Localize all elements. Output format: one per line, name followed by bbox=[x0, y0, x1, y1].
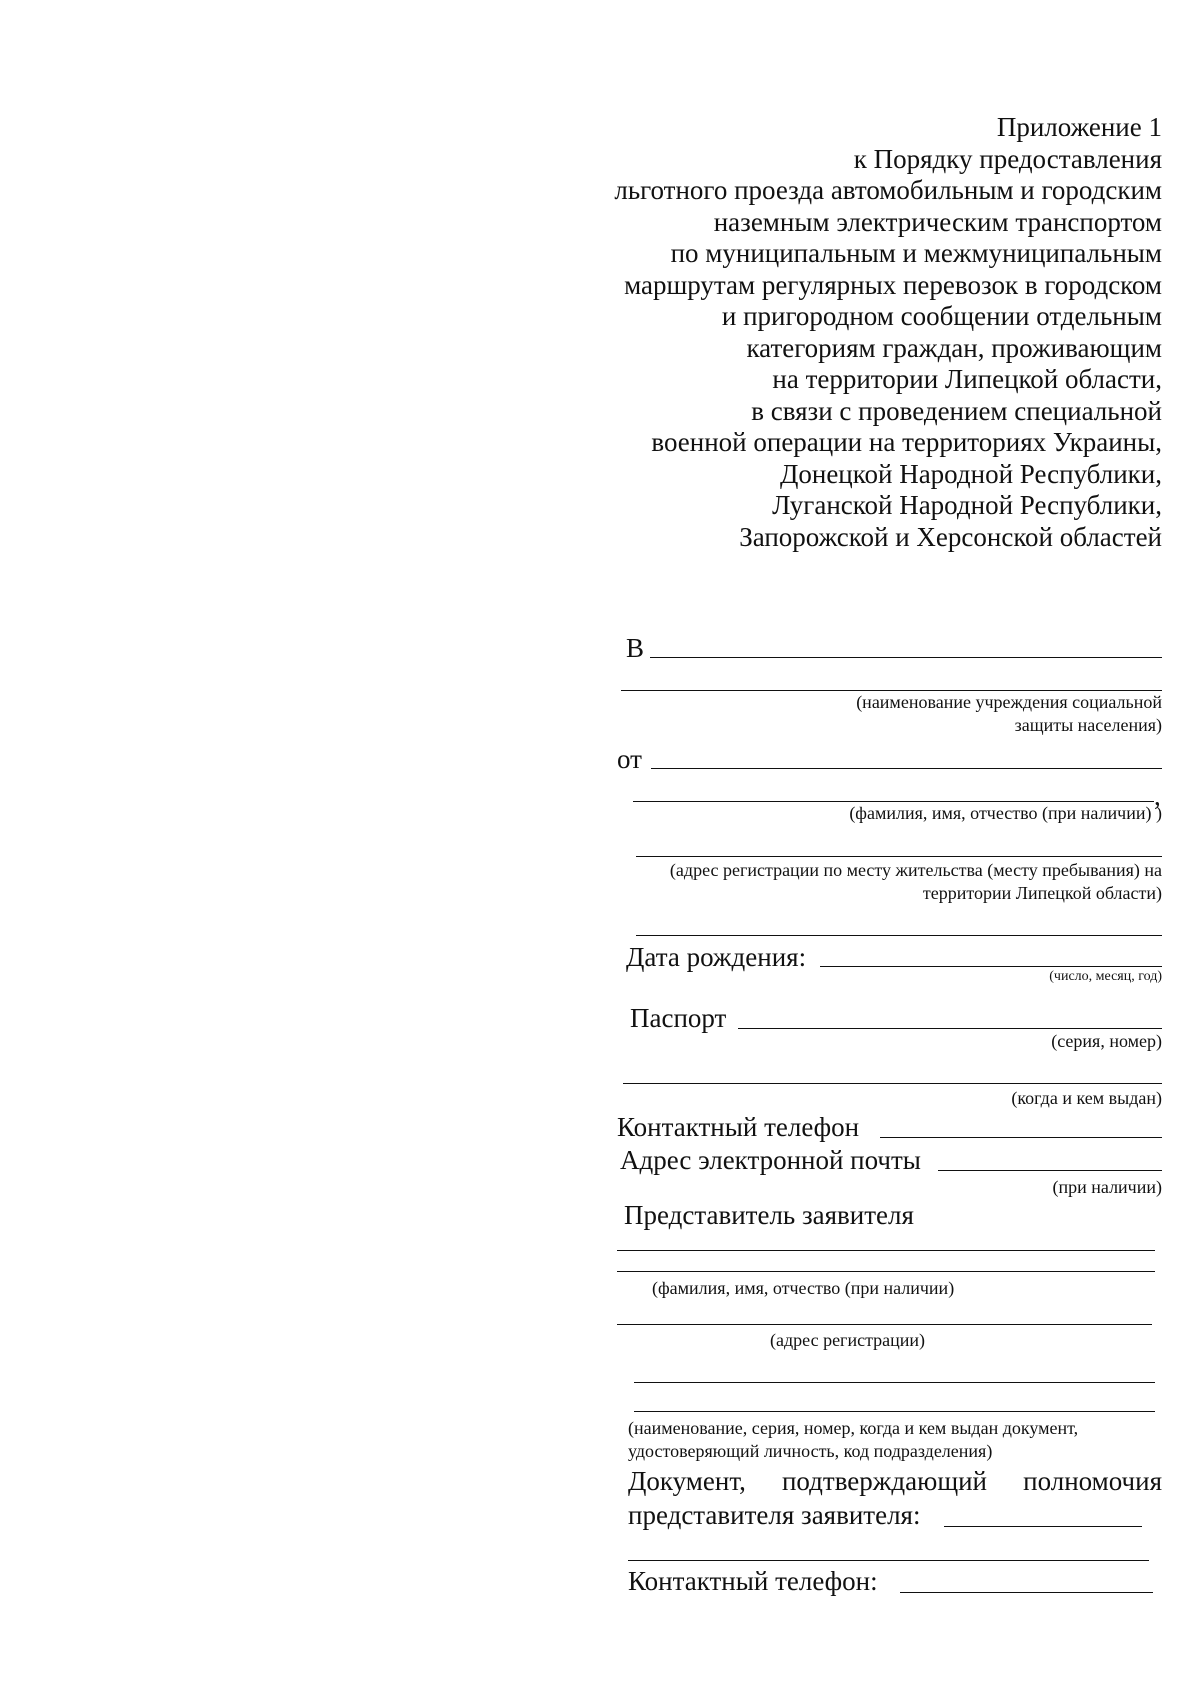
rep-address-caption: (адрес регистрации) bbox=[770, 1330, 926, 1350]
address-field-line-2[interactable] bbox=[636, 935, 1162, 936]
birth-date-caption: (число, месяц, год) bbox=[1049, 969, 1162, 984]
rep-doc-caption-2: удостоверяющий личность, код подразделения) bbox=[628, 1441, 993, 1461]
name-caption: (фамилия, имя, отчество (при наличии) ) bbox=[849, 803, 1162, 823]
rep-doc-caption-1: (наименование, серия, номер, когда и кем выдан документ, bbox=[628, 1418, 1079, 1438]
passport-caption: (серия, номер) bbox=[1051, 1031, 1162, 1051]
to-field-line-2[interactable] bbox=[621, 690, 1162, 691]
address-caption-1: (адрес регистрации по месту жительства (месту пребывания) на bbox=[669, 860, 1162, 880]
header-line: Запорожской и Херсонской областей bbox=[739, 521, 1162, 552]
rep-phone-field-line[interactable] bbox=[900, 1592, 1153, 1593]
address-field-line[interactable] bbox=[636, 856, 1162, 857]
rep-doc-line-2[interactable] bbox=[634, 1411, 1155, 1412]
passport-field-line[interactable] bbox=[738, 1028, 1162, 1029]
representative-label: Представитель заявителя bbox=[624, 1200, 914, 1230]
comma: , bbox=[1154, 781, 1161, 811]
header-line: маршрутам регулярных перевозок в городском bbox=[624, 269, 1162, 300]
header-line: наземным электрическим транспортом bbox=[713, 206, 1162, 237]
birth-date-label: Дата рождения: bbox=[626, 942, 807, 972]
rep-phone-label: Контактный телефон: bbox=[628, 1566, 878, 1596]
to-caption-1: (наименование учреждения социальной bbox=[856, 692, 1162, 712]
rep-name-caption: (фамилия, имя, отчество (при наличии) bbox=[652, 1278, 955, 1298]
header-line: и пригородном сообщении отдельным bbox=[721, 301, 1162, 331]
header-line: Приложение 1 bbox=[996, 112, 1162, 142]
header-line: Луганской Народной Республики, bbox=[772, 490, 1162, 520]
header-line: категориям граждан, проживающим bbox=[746, 332, 1162, 363]
authority-line-2: представителя заявителя: bbox=[628, 1500, 921, 1530]
header-line: в связи с проведением специальной bbox=[751, 395, 1162, 426]
header-line: военной операции на территориях Украины, bbox=[651, 427, 1162, 457]
header-line: к Порядку предоставления bbox=[853, 143, 1162, 174]
birth-date-field-line[interactable] bbox=[820, 966, 1162, 967]
issued-field-line[interactable] bbox=[623, 1083, 1162, 1084]
authority-field-line-1[interactable] bbox=[944, 1526, 1142, 1527]
to-caption-2: защиты населения) bbox=[1014, 715, 1162, 735]
header-line: по муниципальным и межмуниципальным bbox=[670, 238, 1162, 268]
header-line: льготного проезда автомобильным и городским bbox=[614, 175, 1162, 205]
from-field-line-1[interactable] bbox=[651, 768, 1162, 769]
phone-field-line[interactable] bbox=[880, 1137, 1162, 1138]
authority-field-line-2[interactable] bbox=[628, 1560, 1149, 1561]
from-field-line-2[interactable] bbox=[633, 801, 1154, 802]
to-label: В bbox=[626, 633, 645, 663]
header-line: на территории Липецкой области, bbox=[772, 364, 1162, 394]
appendix-header bbox=[540, 112, 1162, 553]
phone-label: Контактный телефон bbox=[617, 1112, 860, 1142]
to-field-line-1[interactable] bbox=[650, 657, 1162, 658]
address-caption-2: территории Липецкой области) bbox=[922, 883, 1162, 903]
rep-name-line-1[interactable] bbox=[617, 1250, 1155, 1251]
issued-caption: (когда и кем выдан) bbox=[1011, 1088, 1162, 1108]
email-caption: (при наличии) bbox=[1052, 1177, 1162, 1197]
header-line: Донецкой Народной Республики, bbox=[779, 458, 1162, 489]
from-label: от bbox=[617, 744, 642, 774]
authority-line-1: Документ, подтверждающий полномочия bbox=[628, 1466, 1162, 1496]
rep-address-line[interactable] bbox=[617, 1324, 1152, 1325]
rep-doc-line-1[interactable] bbox=[634, 1382, 1155, 1383]
email-field-line[interactable] bbox=[938, 1170, 1162, 1171]
email-label: Адрес электронной почты bbox=[620, 1145, 921, 1175]
passport-label: Паспорт bbox=[630, 1003, 727, 1033]
rep-name-line-2[interactable] bbox=[617, 1271, 1155, 1272]
